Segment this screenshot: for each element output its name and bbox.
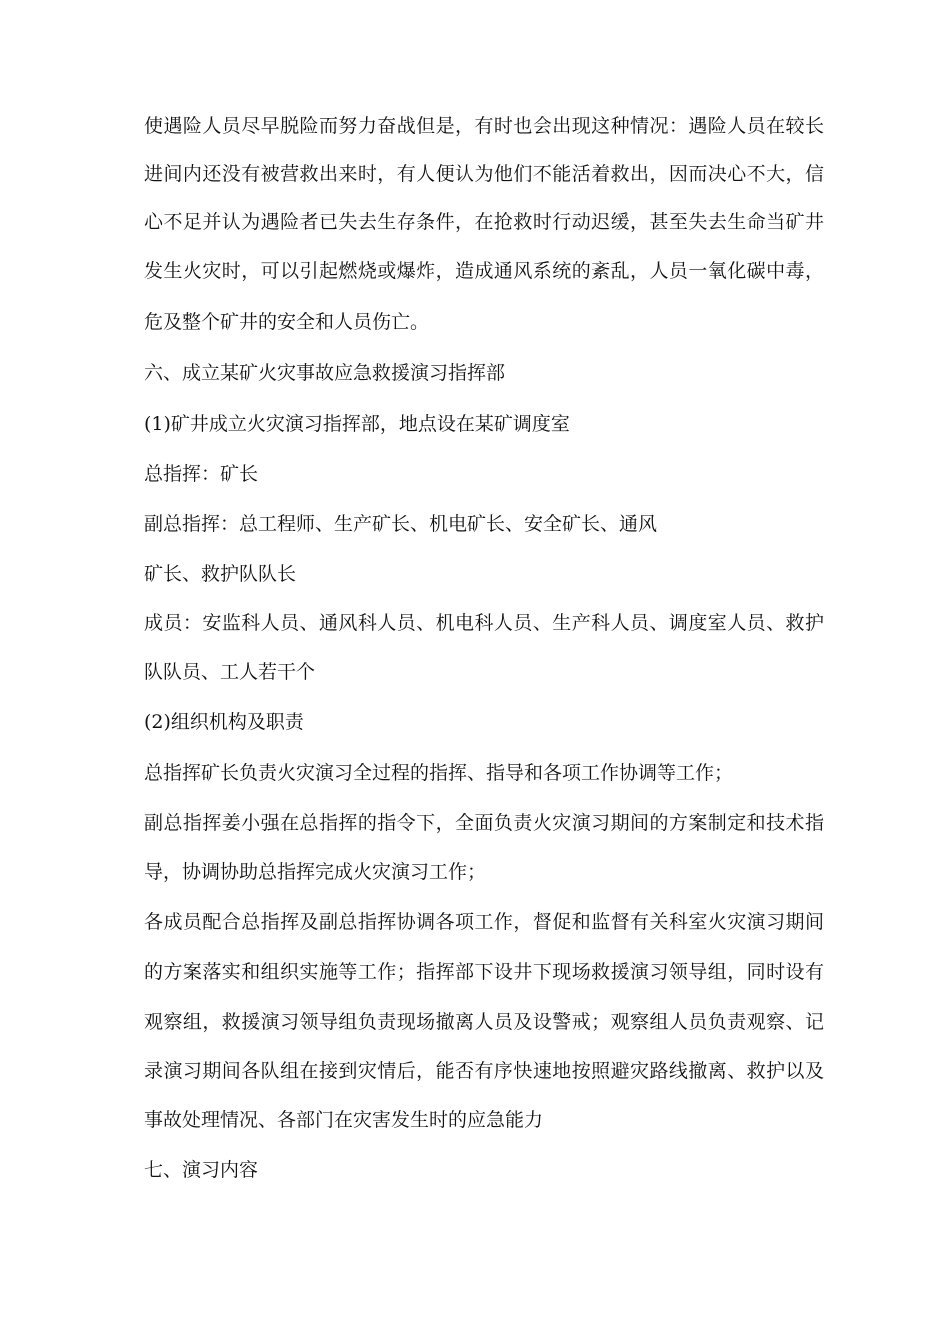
paragraph-line: 录演习期间各队组在接到灾情后，能否有序快速地按照避灾路线撤离、救护以及 (144, 1060, 824, 1082)
paragraph-line: 发生火灾时，可以引起燃烧或爆炸，造成通风系统的紊乱，人员一氧化碳中毒， (144, 260, 824, 282)
paragraph-line: 心不足并认为遇险者已失去生存条件，在抢救时行动迟缓，甚至失去生命当矿井 (144, 211, 824, 233)
subsection-heading: (1)矿井成立火灾演习指挥部，地点设在某矿调度室 (144, 413, 570, 435)
paragraph-line: 危及整个矿井的安全和人员伤亡。 (144, 311, 430, 333)
section-heading: 六、成立某矿火灾事故应急救援演习指挥部 (144, 362, 506, 384)
paragraph-line: 总指挥：矿长 (144, 463, 259, 485)
paragraph-line: 副总指挥：总工程师、生产矿长、机电矿长、安全矿长、通风 (144, 513, 658, 535)
paragraph-line: 各成员配合总指挥及副总指挥协调各项工作，督促和监督有关科室火灾演习期间 (144, 911, 824, 933)
paragraph-line: 队队员、工人若干个 (144, 661, 316, 683)
paragraph-line: 导，协调协助总指挥完成火灾演习工作； (144, 861, 487, 883)
section-heading: 七、演习内容 (144, 1159, 259, 1181)
paragraph-line: 总指挥矿长负责火灾演习全过程的指挥、指导和各项工作协调等工作； (144, 762, 734, 784)
paragraph-line: 观察组，救援演习领导组负责现场撤离人员及设警戒；观察组人员负责观察、记 (144, 1011, 824, 1033)
paragraph-line: 使遇险人员尽早脱险而努力奋战但是，有时也会出现这种情况：遇险人员在较长 (144, 115, 824, 137)
paragraph-line: 成员：安监科人员、通风科人员、机电科人员、生产科人员、调度室人员、救护 (144, 612, 824, 634)
subsection-heading: (2)组织机构及职责 (144, 711, 304, 733)
paragraph-line: 进间内还没有被营救出来时，有人便认为他们不能活着救出，因而决心不大，信 (144, 163, 824, 185)
paragraph-line: 事故处理情况、各部门在灾害发生时的应急能力 (144, 1109, 544, 1131)
paragraph-line: 的方案落实和组织实施等工作；指挥部下设井下现场救援演习领导组，同时设有 (144, 961, 824, 983)
paragraph-line: 副总指挥姜小强在总指挥的指令下，全面负责火灾演习期间的方案制定和技术指 (144, 812, 824, 834)
paragraph-line: 矿长、救护队队长 (144, 563, 297, 585)
